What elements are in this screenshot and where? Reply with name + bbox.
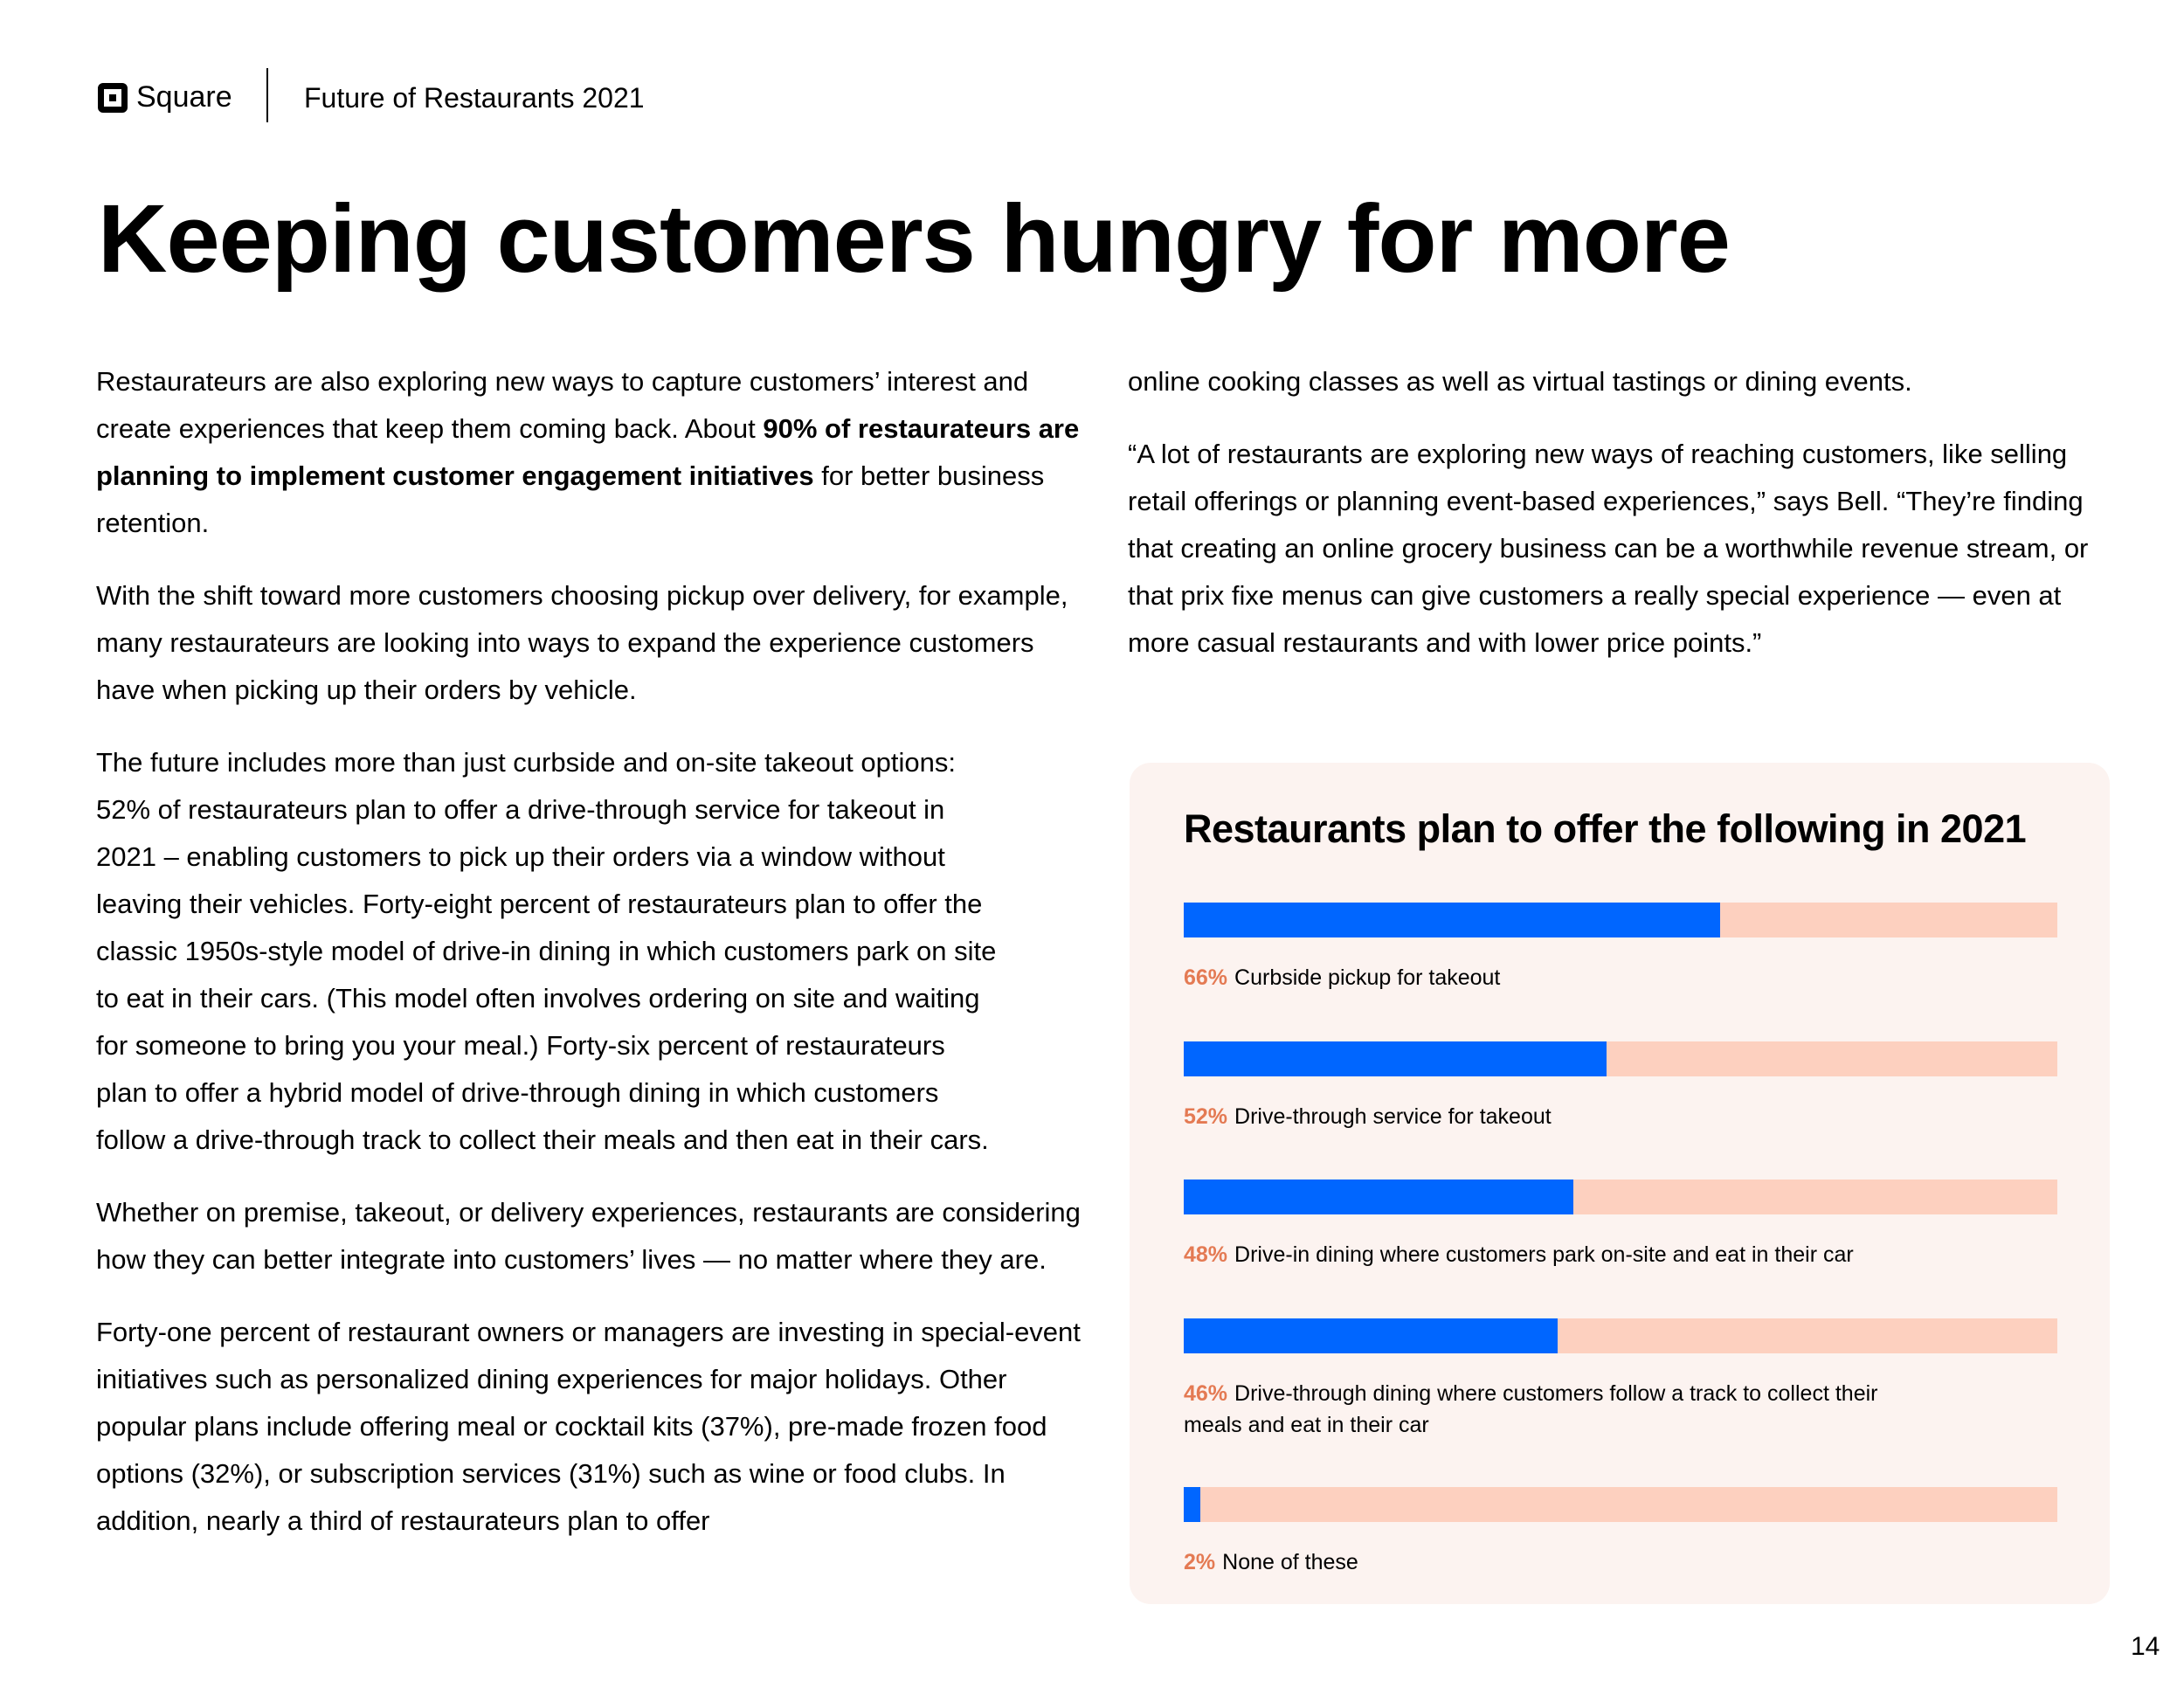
- bar-label: [1184, 1546, 1935, 1578]
- brand-name: Square: [136, 80, 232, 114]
- bar-fill: [1184, 903, 1720, 937]
- header-divider: [266, 68, 268, 122]
- bar-fill: [1184, 1180, 1573, 1214]
- bar-fill: [1184, 1041, 1607, 1076]
- page-number: 14: [2131, 1632, 2160, 1661]
- bar-percent: 46%: [1184, 1381, 1228, 1406]
- paragraph-future: The future includes more than just curbside and on-site takeout options: 52% of restaurateurs plan to offer a drive-through service for takeout in 2021 – enabling customers to pick up their orders via a window without leaving their vehicles. Forty-eight percent of restaurateurs plan to offer the classic 1950s-style model of drive-in dining in which customers park on site to eat in their cars. (This model often involves ordering on site and waiting for someone to bring you your meal.) Forty-six percent of restaurateurs plan to offer a hybrid model of drive-through dining in which customers follow a drive-through track to collect their meals and then eat in their cars.: [96, 747, 997, 1155]
- bar-fill: [1184, 1487, 1200, 1522]
- document-title: Future of Restaurants 2021: [304, 82, 645, 114]
- bar-percent: 66%: [1184, 965, 1228, 990]
- bar-category: Curbside pickup for takeout: [1234, 965, 1501, 990]
- bar-category: Drive-through service for takeout: [1234, 1104, 1552, 1129]
- left-column: [96, 358, 1092, 1570]
- bar-track: [1184, 1318, 2057, 1353]
- bar-label: [1184, 962, 1935, 993]
- paragraph-special-events: Forty-one percent of restaurant owners or managers are investing in special-event initiatives such as personalized dining experiences for major holidays. Other popular plans include offering meal or cocktail kits (37%), pre-made frozen food options (32%), or subscription services (31%) such as wine or food clubs. In addition, nearly a third of restaurateurs plan to offer: [96, 1317, 1081, 1536]
- bar-track: [1184, 1041, 2057, 1076]
- bar-category: None of these: [1222, 1550, 1358, 1574]
- paragraph-quote: “A lot of restaurants are exploring new ways of reaching customers, like selling retail offerings or planning event-based experiences,” says Bell. “They’re finding that creating an online grocery business can be a worthwhile revenue stream, or that prix fixe menus can give customers a really special experience — even at more casual restaurants and with lower price points.”: [1128, 439, 2089, 658]
- page-title: Keeping customers hungry for more: [98, 185, 1730, 293]
- bar-track: [1184, 1487, 2057, 1522]
- right-column: [1128, 358, 2089, 692]
- bar-track: [1184, 903, 2057, 937]
- bar-fill: [1184, 1318, 1558, 1353]
- bar-percent: 52%: [1184, 1104, 1228, 1129]
- paragraph-integration: Whether on premise, takeout, or delivery experiences, restaurants are considering how they can better integrate into customers’ lives — no matter where they are.: [96, 1197, 1081, 1275]
- chart-card: [1130, 763, 2110, 1604]
- bar-label: [1184, 1239, 1935, 1270]
- square-logo-icon: [98, 83, 128, 113]
- chart-title: Restaurants plan to offer the following in 2021: [1184, 806, 2027, 851]
- bar-category: Drive-in dining where customers park on-site and eat in their car: [1234, 1242, 1854, 1267]
- bar-percent: 2%: [1184, 1550, 1216, 1574]
- paragraph-pickup: With the shift toward more customers choosing pickup over delivery, for example, many restaurateurs are looking into ways to expand the experience customers have when picking up their orders by vehicle.: [96, 580, 1068, 705]
- paragraph-engagement: Restaurateurs are also exploring new ways to capture customers’ interest and create experiences that keep them coming back. About 90% of restaurateurs are planning to implement customer engagement initiatives for better business retention.: [96, 366, 1080, 538]
- bar-track: [1184, 1180, 2057, 1214]
- paragraph-online-classes: online cooking classes as well as virtual tastings or dining events.: [1128, 366, 1912, 397]
- bar-label: [1184, 1378, 1935, 1441]
- engagement-highlight: 90% of restaurateurs are planning to implement customer engagement initiatives: [96, 413, 1080, 491]
- bar-label: [1184, 1101, 1935, 1132]
- square-logo: [98, 80, 232, 114]
- bar-category: Drive-through dining where customers follow a track to collect their meals and eat in their car: [1184, 1381, 1878, 1437]
- bar-percent: 48%: [1184, 1242, 1228, 1267]
